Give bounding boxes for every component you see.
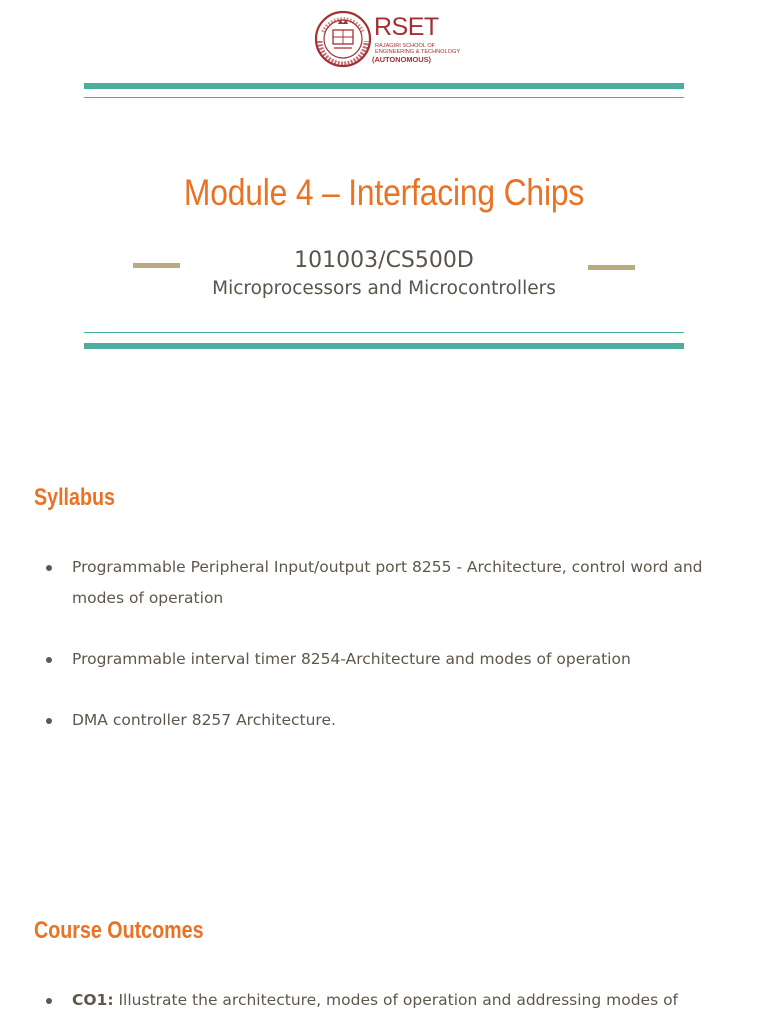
list-item xyxy=(46,705,706,736)
logo-wordmark: RSET xyxy=(374,13,439,41)
bottom-thick-rule xyxy=(84,343,684,349)
outcome-code: CO1: xyxy=(72,991,114,1009)
list-item-text: DMA controller 8257 Architecture. xyxy=(72,711,336,729)
list-item xyxy=(46,644,706,675)
top-thick-rule xyxy=(84,83,684,89)
list-item xyxy=(46,985,706,1016)
bottom-thin-rule xyxy=(84,332,684,333)
course-code: 101003/CS500D xyxy=(294,248,474,273)
bullet-icon xyxy=(46,718,52,724)
bullet-icon xyxy=(46,998,52,1004)
logo-subtitle-line1: RAJAGIRI SCHOOL OF xyxy=(375,43,436,49)
syllabus-heading: Syllabus xyxy=(34,484,115,511)
outcome-text: Illustrate the architecture, modes of operation and addressing modes of xyxy=(118,991,679,1009)
course-outcomes-list xyxy=(46,985,706,1016)
logo-autonomous: (AUTONOMOUS) xyxy=(372,55,431,64)
top-thin-rule xyxy=(84,97,684,98)
page-title: Module 4 – Interfacing Chips xyxy=(183,172,585,213)
logo-subtitle-line2: ENGINEERING & TECHNOLOGY xyxy=(375,49,461,55)
bullet-icon xyxy=(46,657,52,663)
course-name: Microprocessors and Microcontrollers xyxy=(212,278,556,299)
syllabus-list xyxy=(46,552,706,766)
rajagiri-seal-icon xyxy=(314,10,372,68)
bullet-icon xyxy=(46,565,52,571)
list-item xyxy=(46,552,706,614)
course-outcomes-heading: Course Outcomes xyxy=(34,917,204,944)
rset-logo xyxy=(314,10,464,70)
list-item-text: Programmable Peripheral Input/output port 8255 - Architecture, control word and modes of operation xyxy=(72,558,703,607)
list-item-text: Programmable interval timer 8254-Architecture and modes of operation xyxy=(72,650,631,668)
